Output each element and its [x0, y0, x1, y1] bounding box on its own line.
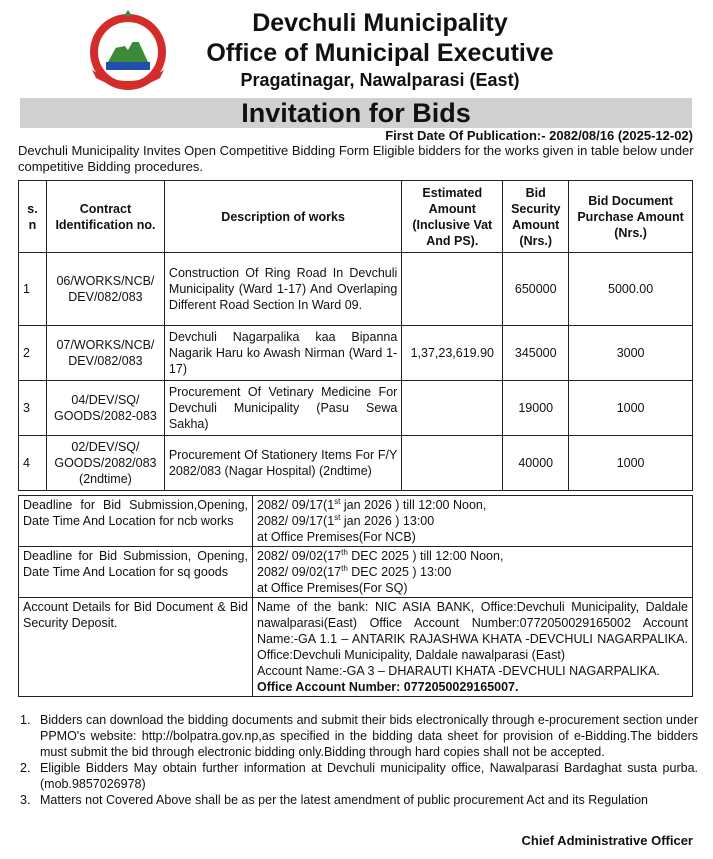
row-description: Procurement Of Stationery Items For F/Y 2082/083 (Nagar Hospital) (2ndtime): [164, 436, 401, 491]
row-doc-fee: 1000: [569, 436, 693, 491]
table-row: [19, 436, 693, 491]
deadline-row-sq: [19, 547, 693, 598]
ncb-location: at Office Premises(For NCB): [257, 530, 416, 544]
list-item: 1. Bidders can download the bidding documents and submit their bids electronically through e-procurement section under PPMO's website: http://bolpatra.gov.np,as specified in the bidding data sheet for provision of e-Bidding.The bidders must submit the bid through electronic bidding only.Bidding through hard copies shall not be accepted.: [20, 713, 698, 759]
notice-title: Invitation for Bids: [20, 98, 692, 128]
row-security: 650000: [503, 253, 569, 326]
row-doc-fee: 3000: [569, 326, 693, 381]
col-header-doc-fee: Bid Document Purchase Amount (Nrs.): [569, 181, 693, 253]
row-doc-fee: 5000.00: [569, 253, 693, 326]
deadline-ncb-details: [253, 496, 693, 547]
row-security: 345000: [503, 326, 569, 381]
row-doc-fee: 1000: [569, 381, 693, 436]
signature: Chief Administrative Officer: [521, 833, 693, 848]
col-header-sn: s. n: [19, 181, 47, 253]
account-row: [19, 598, 693, 697]
col-header-description: Description of works: [164, 181, 401, 253]
row-sn: 3: [19, 381, 47, 436]
row-security: 40000: [503, 436, 569, 491]
row-description: Procurement Of Vetinary Medicine For Devchuli Municipality (Pasu Sewa Sakha): [164, 381, 401, 436]
row-sn: 4: [19, 436, 47, 491]
account-name-2: Account Name:-GA 3 – DHARAUTI KHATA -DEVCHULI NAGARPALIKA.: [257, 664, 660, 678]
row-contract-id: 02/DEV/SQ/ GOODS/2082/083 (2ndtime): [46, 436, 164, 491]
sq-opening-date: 2082/ 09/02(17th DEC 2025 ) 13:00: [257, 563, 452, 579]
ncb-opening-date: 2082/ 09/17(1st jan 2026 ) 13:00: [257, 512, 435, 528]
table-row: [19, 326, 693, 381]
col-header-estimated: Estimated Amount (Inclusive Vat And PS).: [402, 181, 503, 253]
nepal-emblem-icon: [80, 10, 176, 92]
account-number-2: Office Account Number: 0772050029165007.: [257, 680, 519, 694]
sq-location: at Office Premises(For SQ): [257, 581, 408, 595]
row-sn: 1: [19, 253, 47, 326]
row-description: Devchuli Nagarpalika kaa Bipanna Nagarik Haru ko Awash Nirman (Ward 1-17): [164, 326, 401, 381]
intro-text: Devchuli Municipality Invites Open Competitive Bidding Form Eligible bidders for the works given in table below under competitive Bidding procedures.: [18, 143, 694, 174]
col-header-security: Bid Security Amount (Nrs.): [503, 181, 569, 253]
deadline-row-ncb: [19, 496, 693, 547]
ncb-submission-date: 2082/ 09/17(1st jan 2026 ) till 12:00 Noon,: [257, 496, 487, 512]
row-description: Construction Of Ring Road In Devchuli Municipality (Ward 1-17) And Overlaping Different Road Section In Ward 09.: [164, 253, 401, 326]
notes-section: [18, 712, 698, 808]
letterhead: [0, 0, 713, 96]
row-contract-id: 07/WORKS/NCB/ DEV/082/083: [46, 326, 164, 381]
table-row: [19, 253, 693, 326]
table-row: [19, 381, 693, 436]
deadline-table: [18, 495, 693, 697]
list-item: 2. Eligible Bidders May obtain further information at Devchuli municipality office, Nawalparasi Bardaghat susta purba. (mob.9857026978): [20, 761, 698, 791]
deadline-sq-label: Deadline for Bid Submission, Opening, Date Time And Location for sq goods: [19, 547, 253, 598]
row-estimated: [402, 436, 503, 491]
works-table: [18, 180, 693, 491]
row-sn: 2: [19, 326, 47, 381]
row-estimated: [402, 253, 503, 326]
table-header-row: [19, 181, 693, 253]
org-name: Devchuli Municipality: [252, 9, 508, 37]
office-address: Pragatinagar, Nawalparasi (East): [240, 70, 520, 90]
office-name: Office of Municipal Executive: [206, 39, 554, 67]
deadline-sq-details: [253, 547, 693, 598]
publication-date: First Date Of Publication:- 2082/08/16 (2025-12-02): [385, 128, 693, 143]
col-header-contract-id: Contract Identification no.: [46, 181, 164, 253]
list-item: 3. Matters not Covered Above shall be as per the latest amendment of public procurement Act and its Regulation: [20, 793, 648, 807]
row-estimated: 1,37,23,619.90: [402, 326, 503, 381]
row-contract-id: 04/DEV/SQ/ GOODS/2082-083: [46, 381, 164, 436]
sq-submission-date: 2082/ 09/02(17th DEC 2025 ) till 12:00 Noon,: [257, 547, 504, 563]
deadline-ncb-label: Deadline for Bid Submission,Opening, Date Time And Location for ncb works: [19, 496, 253, 547]
account-text: Name of the bank: NIC ASIA BANK, Office:Devchuli Municipality, Daldale nawalparasi(East) Office Account Number:0772050029165002 Account Name:-GA 1.1 – ANTARIK RAJASHWA KHATA -DEVCHULI NAGARPALIKA. Office:Devchuli Municipality, Daldale nawalparasi (East): [257, 600, 688, 662]
row-security: 19000: [503, 381, 569, 436]
account-details: [253, 598, 693, 697]
row-contract-id: 06/WORKS/NCB/ DEV/082/083: [46, 253, 164, 326]
row-estimated: [402, 381, 503, 436]
account-label: Account Details for Bid Document & Bid Security Deposit.: [19, 598, 253, 697]
